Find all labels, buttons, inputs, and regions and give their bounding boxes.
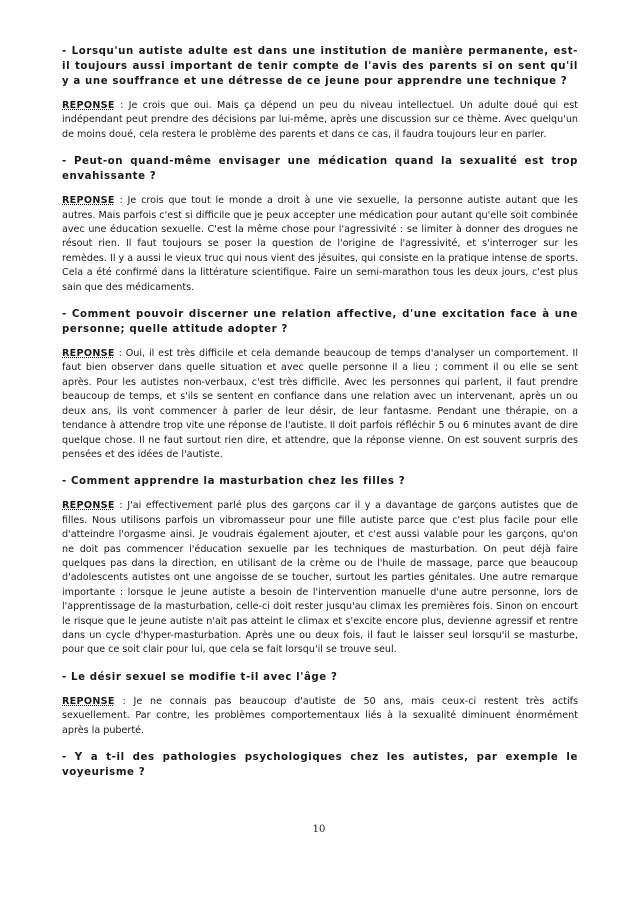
question-3: - Comment pouvoir discerner une relation affective, d'une excitation face à une personne; quelle attitude adopter ?: [62, 309, 578, 336]
answer-4-text: : J'ai effectivement parlé plus des garçons car il y a davantage de garçons autistes que de filles. Nous utilisons parfois un vibromasseur pour une fille autiste parce que c'est plus facile pour elle d'atteindre l'orgasme ainsi. Je voudrais également ajouter, et c'est aussi valable pour les garçons, qu'on ne doit pas commencer l'éducation sexuelle par les techniques de masturbation. On peut déjà faire quelques pas dans la direction, en utilisant de la crème ou de l'huile de massage, parce que beaucoup d'adolescents autistes ont une angoisse de se toucher, surtout les parties génitales. Une autre remarque importante : lorsque le jeune autiste a besoin de l'intervention manuelle d'une autre personne, lors de l'apprentissage de la masturbation, celle-ci doit rester jusqu'au climax les premières fois. Sinon on encourt le risque que le jeune autiste n'ait pas atteint le climax et s'excite encore plus, devienne agressif et rentre dans un cycle d'hyper-masturbation. Après une ou deux fois, il faut le laisser seul lorsqu'il se masturbe, pour que ce soit clair pour lui, que cela se fait lorsqu'il se trouve seul.: [62, 500, 578, 656]
document-page: [62, 44, 578, 790]
answer-1: [62, 99, 578, 142]
answer-2-text: : Je crois que tout le monde a droit à une vie sexuelle, la personne autiste autant que les autres. Mais parfois c'est si difficile que je peux accepter une médication pour autant qu'elle soit combinée avec une éducation sexuelle. C'est la même chose pour l'agressivité : se limiter à donner des drogues ne résout rien. Il faut toujours se poser la question de l'origine de l'agressivité, et s'interroger sur les remèdes. Il y a aussi le vieux truc qui nous vient des jésuites, qui consiste en la pratique intense de sports. Cela a été confirmé dans la littérature scientifique. Faire un semi-marathon tous les deux jours, c'est plus sain que des médicaments.: [62, 195, 578, 293]
question-5: - Le désir sexuel se modifie t-il avec l'âge ?: [62, 671, 338, 683]
answer-5: [62, 695, 578, 738]
question-6: - Y a t-il des pathologies psychologiques chez les autistes, par exemple le voyeurisme ?: [62, 752, 578, 778]
reponse-label: REPONSE: [62, 100, 115, 111]
answer-1-text: : Je crois que oui. Mais ça dépend un peu du niveau intellectuel. Un adulte doué qui est indépendant peut prendre des décisions par lui-même, après une discussion sur ce thème. Avec quelqu'un de moins doué, cela restera le problème des parents et dans ce cas, il faudra toujours leur en parler.: [62, 100, 578, 140]
question-4: - Comment apprendre la masturbation chez les filles ?: [62, 476, 406, 488]
reponse-label: REPONSE: [62, 195, 115, 207]
reponse-label: REPONSE: [62, 500, 115, 512]
question-1: - Lorsqu'un autiste adulte est dans une institution de manière permanente, est-il toujours aussi important de tenir compte de l'avis des parents si on sent qu'il y a une souffrance et une détresse de ce jeune pour apprendre une technique ?: [62, 46, 578, 87]
answer-2: [62, 194, 578, 295]
page-number: 10: [312, 824, 326, 835]
reponse-label: REPONSE: [62, 695, 115, 707]
answer-3: [62, 347, 578, 462]
answer-3-text: : Oui, il est très difficile et cela demande beaucoup de temps d'analyser un comportement. Il faut bien observer dans quelle situation et avec quelle personne il a lieu ; comment il ou elle se sent après. Pour les autistes non-verbaux, c'est très difficile. Avec les personnes qui parlent, il faut prendre beaucoup de temps, et s'ils se sentent en confiance dans une relation avec un intervenant, après un ou deux ans, ils vont commencer à parler de leur désir, de leur fantasme. Pendant une thérapie, on a tendance à attendre trop vite une réponse de l'autiste. Il doit parfois réfléchir 5 ou 6 minutes avant de dire quelque chose. Il ne faut surtout rien dire, et attendre, que la réponse vienne. On est souvent surpris des pensées et des idées de l'autiste.: [62, 348, 578, 460]
answer-5-text: : Je ne connais pas beaucoup d'autiste de 50 ans, mais ceux-ci restent très actifs sexuellement. Par contre, les problèmes comportementaux liés à la sexualité diminuent énormément après la puberté.: [62, 695, 578, 736]
reponse-label: REPONSE: [62, 348, 115, 360]
answer-4: [62, 499, 578, 657]
question-2: - Peut-on quand-même envisager une médication quand la sexualité est trop envahissante ?: [62, 156, 578, 183]
